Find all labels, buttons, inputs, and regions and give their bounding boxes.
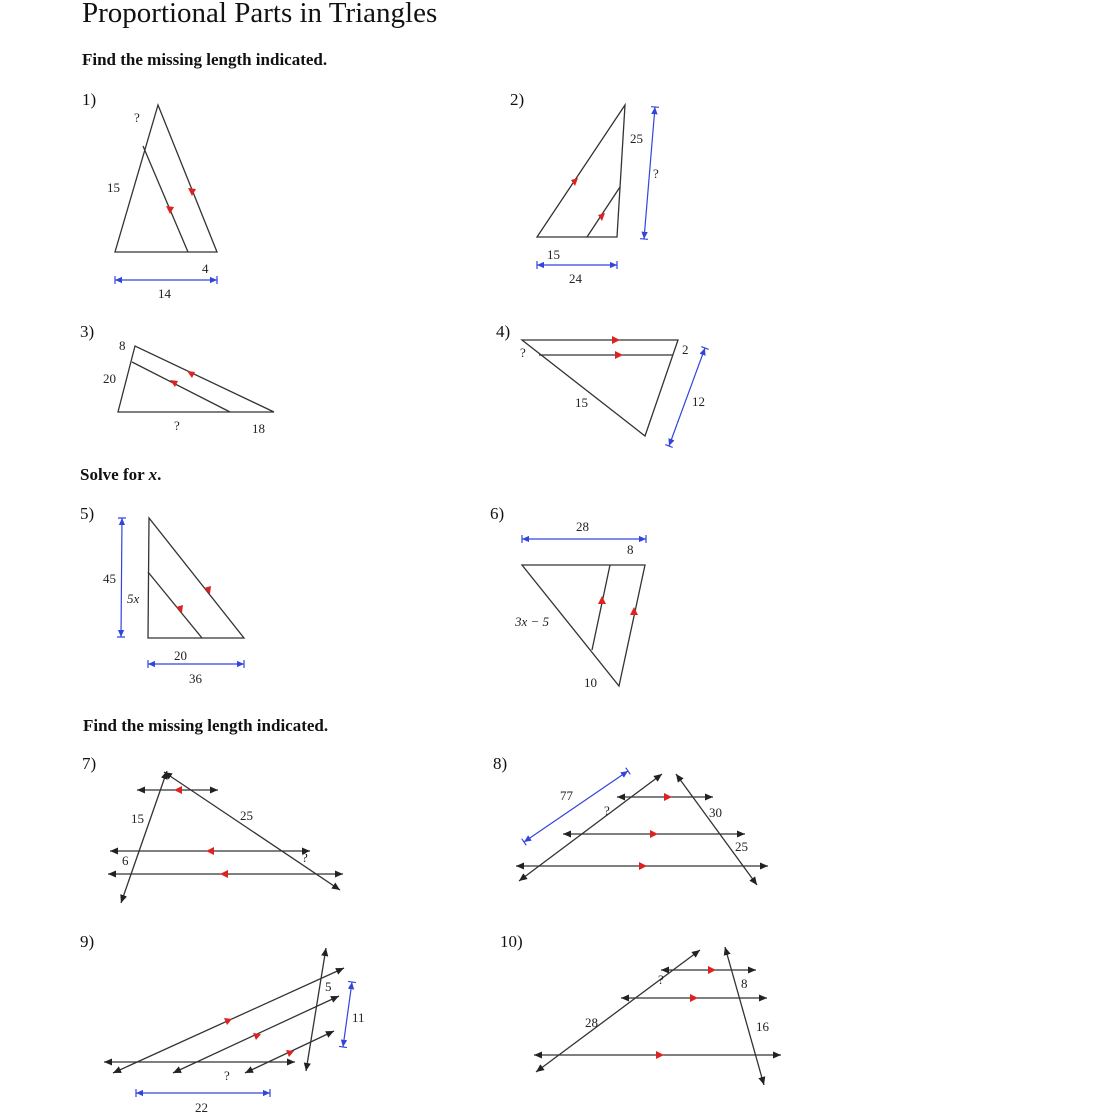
figure-problem-4 — [520, 336, 705, 446]
parallel-arrow-icon — [612, 336, 620, 344]
parallel-segment — [587, 187, 620, 237]
label: 24 — [569, 271, 582, 286]
transversal-line — [725, 947, 764, 1085]
label: 30 — [709, 805, 722, 820]
instruction-find-missing-2: Find the missing length indicated. — [83, 716, 329, 735]
problem-number-10: 10) — [500, 932, 523, 951]
label: 4 — [202, 261, 209, 276]
label: 5 — [325, 979, 332, 994]
transversal-line — [121, 771, 167, 903]
label: 15 — [131, 811, 144, 826]
label: 36 — [189, 671, 202, 686]
parallel-arrow-icon — [166, 206, 174, 214]
label: ? — [658, 972, 664, 987]
figure-problem-10 — [534, 947, 781, 1085]
measure-line — [121, 518, 122, 637]
problem-number-4: 4) — [496, 322, 511, 341]
label: 12 — [692, 394, 705, 409]
label: 28 — [576, 519, 589, 534]
label: 10 — [584, 675, 597, 690]
measure-line — [343, 982, 352, 1047]
parallel-segment — [592, 565, 610, 650]
instruction-solve-prefix: Solve for — [80, 465, 149, 484]
transversal-line — [536, 950, 700, 1072]
triangle — [537, 105, 625, 237]
parallel-arrow-icon — [639, 862, 647, 870]
parallel-arrow-icon — [650, 830, 658, 838]
figure-problem-2 — [537, 105, 659, 286]
problem-number-2: 2) — [510, 90, 525, 109]
label: 14 — [158, 286, 171, 301]
triangle — [148, 518, 244, 638]
parallel-arrow-icon — [708, 966, 716, 974]
parallel-arrow-icon — [176, 605, 183, 613]
problem-number-3: 3) — [80, 322, 95, 341]
problem-number-7: 7) — [82, 754, 97, 773]
label: 20 — [103, 371, 116, 386]
label: 16 — [756, 1019, 769, 1034]
measure-line — [524, 771, 628, 842]
problem-number-8: 8) — [493, 754, 508, 773]
figure-problem-5 — [103, 518, 244, 686]
label: 6 — [122, 853, 129, 868]
label: ? — [224, 1068, 230, 1083]
figure-problem-6 — [514, 519, 646, 690]
figure-problem-9 — [104, 948, 365, 1115]
label: 2 — [682, 342, 689, 357]
label: ? — [520, 345, 526, 360]
parallel-arrow-icon — [664, 793, 672, 801]
figure-problem-7 — [108, 771, 343, 903]
label: 8 — [119, 338, 126, 353]
label: 18 — [252, 421, 265, 436]
label: 25 — [735, 839, 748, 854]
parallel-arrow-icon — [598, 596, 606, 604]
instruction-solve-suffix: . — [157, 465, 162, 484]
parallel-arrow-icon — [220, 870, 228, 878]
label: 8 — [741, 976, 748, 991]
label: ? — [302, 850, 308, 865]
problem-number-5: 5) — [80, 504, 95, 523]
label: ? — [174, 418, 180, 433]
instruction-find-missing: Find the missing length indicated. — [82, 50, 328, 69]
parallel-arrow-icon — [206, 847, 214, 855]
label: 25 — [240, 808, 253, 823]
label: 15 — [575, 395, 588, 410]
figure-problem-3 — [103, 338, 274, 436]
parallel-segment — [148, 572, 202, 638]
parallel-arrow-icon — [615, 351, 623, 359]
figure-problem-8 — [516, 771, 768, 885]
transversal-line — [676, 774, 757, 885]
label: 3x − 5 — [515, 614, 550, 629]
label: 5x — [127, 591, 140, 606]
triangle — [118, 346, 274, 412]
label: 25 — [630, 131, 643, 146]
label: 11 — [352, 1010, 365, 1025]
label: 15 — [107, 180, 120, 195]
label: 77 — [560, 788, 573, 803]
problem-number-1: 1) — [82, 90, 97, 109]
parallel-arrow-icon — [656, 1051, 664, 1059]
problem-number-9: 9) — [80, 932, 95, 951]
parallel-arrow-icon — [174, 786, 182, 794]
page-title: Proportional Parts in Triangles — [82, 0, 438, 29]
label: ? — [134, 110, 140, 125]
parallel-arrow-icon — [170, 380, 178, 387]
parallel-arrow-icon — [690, 994, 698, 1002]
figure-problem-1 — [107, 105, 217, 301]
label: 20 — [174, 648, 187, 663]
label: ? — [604, 803, 610, 818]
transversal-line — [164, 772, 340, 890]
label: 28 — [585, 1015, 598, 1030]
parallel-segment — [132, 362, 230, 412]
triangle — [115, 105, 217, 252]
label: ? — [653, 166, 659, 181]
parallel-arrow-icon — [253, 1033, 261, 1040]
label: 15 — [547, 247, 560, 262]
instruction-solve-var: x — [148, 465, 158, 484]
problem-number-6: 6) — [490, 504, 505, 523]
parallel-arrow-icon — [630, 607, 638, 615]
parallel-arrow-icon — [188, 188, 196, 196]
label: 8 — [627, 542, 634, 557]
label: 22 — [195, 1100, 208, 1115]
label: 45 — [103, 571, 116, 586]
